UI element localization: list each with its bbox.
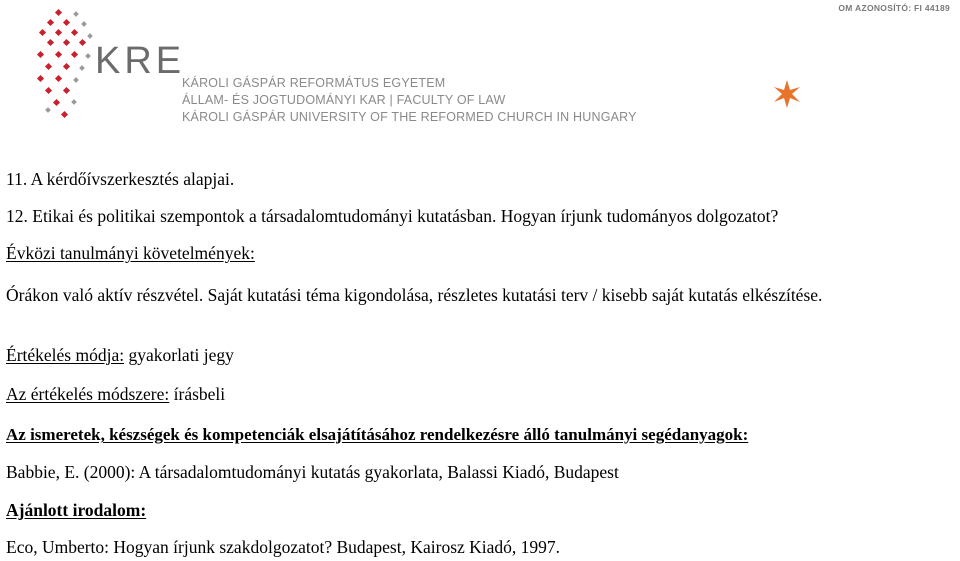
evaluation-method-line: [6, 384, 225, 405]
kre-logo-text: KRE: [95, 40, 186, 82]
requirements-text: Órákon való aktív részvétel. Saját kutatási téma kigondolása, részletes kutatási terv / kisebb saját kutatás elkészítése.: [6, 285, 823, 305]
requirements-heading: Évközi tanulmányi követelmények:: [6, 243, 255, 263]
star-logo-icon: [772, 79, 802, 109]
page-header: [0, 0, 960, 150]
list-item-11: 11. A kérdőívszerkesztés alapjai.: [6, 169, 235, 189]
materials-heading: Az ismeretek, készségek és kompetenciák elsajátításához rendelkezésre álló tanulmányi segédanyagok:: [6, 425, 749, 444]
recommended-text: Eco, Umberto: Hogyan írjunk szakdolgozatot? Budapest, Kairosz Kiadó, 1997.: [6, 537, 561, 557]
recommended-heading: Ajánlott irodalom:: [6, 500, 147, 520]
university-name-hu: KÁROLI GÁSPÁR REFORMÁTUS EGYETEM: [182, 76, 446, 90]
evaluation-method-label: Az értékelés módszere:: [6, 384, 170, 404]
evaluation-label: Értékelés módja:: [6, 345, 125, 365]
faculty-name: ÁLLAM- ÉS JOGTUDOMÁNYI KAR | FACULTY OF LAW: [182, 93, 506, 107]
evaluation-method-value: írásbeli: [169, 384, 226, 404]
om-identifier: OM AZONOSÍTÓ: FI 44189: [838, 3, 950, 13]
university-name-en: KÁROLI GÁSPÁR UNIVERSITY OF THE REFORMED CHURCH IN HUNGARY: [182, 110, 637, 124]
university-name-block: [182, 75, 637, 126]
materials-text: Babbie, E. (2000): A társadalomtudományi kutatás gyakorlata, Balassi Kiadó, Budapest: [6, 462, 619, 482]
list-item-12: 12. Etikai és politikai szempontok a társadalomtudományi kutatásban. Hogyan írjunk tudományos dolgozatot?: [6, 206, 779, 226]
kre-dots-logo-icon: [34, 8, 96, 128]
evaluation-line: [6, 345, 234, 366]
evaluation-value: gyakorlati jegy: [124, 345, 234, 365]
